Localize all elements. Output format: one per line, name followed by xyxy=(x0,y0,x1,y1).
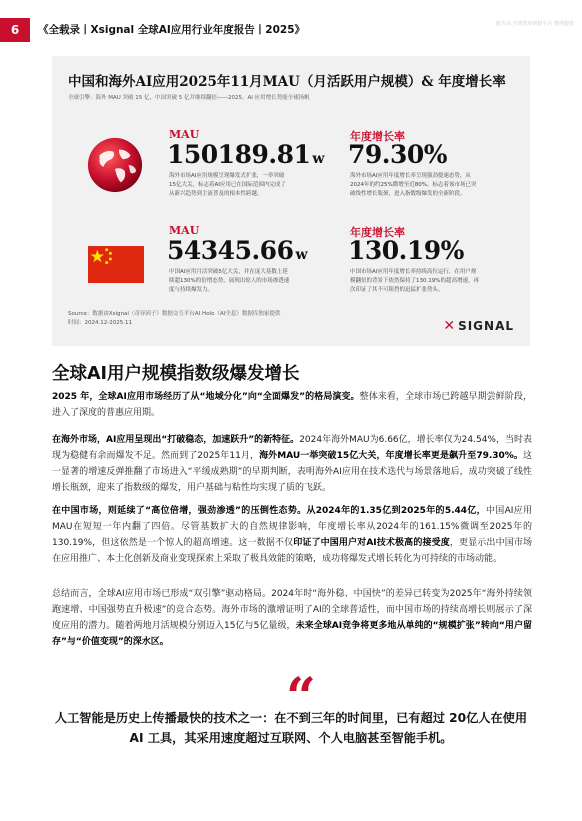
china-mau-value xyxy=(167,236,307,265)
infographic-title: 中国和海外AI应用2025年11月MAU（月活跃用户规模）& 年度增长率 xyxy=(68,74,506,90)
top-bar xyxy=(0,18,582,42)
p4-emphasis: 未来全球AI竞争将更多地从单纯的“规模扩张”转向“用户留存”与“价值变现”的深水区。 xyxy=(52,621,533,647)
time-range: 时间：2024.12-2025.11 xyxy=(68,320,132,326)
china-mau-label: MAU xyxy=(169,224,200,237)
page-number: 6 xyxy=(0,18,30,42)
global-growth-value: 79.30% xyxy=(348,140,448,169)
section-heading: 全球AI用户规模指数级爆发增长 xyxy=(52,364,300,384)
p2-emphasis: 在海外市场，AI应用呈现出“打破稳态，加速跃升”的新特征。 xyxy=(52,435,300,445)
p2-emphasis-b: 海外MAU一举突破15亿大关，年度增长率更是飙升至79.30%。 xyxy=(259,451,523,461)
paragraph-4 xyxy=(52,586,532,650)
infographic-subtitle: 全球引擎：海外 MAU 突破 15 亿，中国突破 5 亿并继续翻倍——2025，AI 应用增长势能全球扬帆 xyxy=(68,95,310,101)
logo-text: SIGNAL xyxy=(458,319,514,333)
document-title: 《全载录丨Xsignal 全球AI应用行业年度报告丨2025》 xyxy=(38,24,306,36)
p4-text: 总结而言，全球AI应用市场已形成“双引擎”驱动格局。2024年时“海外稳、中国快”的差异已转变为2025年“海外持续领跑速增、中国强势直升极速”的竞合态势。海外市场的激增证明了AI的全球普适性，而中国市场的持续高增长则展示了深度应用的潜力。随着两地月活规模分别迈入15亿与5亿量级， xyxy=(52,589,532,631)
mau-infographic-panel xyxy=(52,56,530,346)
global-mau-number: 150189.81 xyxy=(167,140,311,169)
paragraph-1 xyxy=(52,389,532,421)
p3-text-a: 中国AI应用MAU在短短一年内翻了四倍。尽管基数扩大的自然规律影响，年度增长率从2024年的161.15%微调至2025年的130.19%，但这依然是一个惊人的超高增速。这一数据不仅 xyxy=(52,506,532,548)
p1-emphasis: 2025 年，全球AI应用市场经历了从“地域分化”向“全面爆发”的格局演变。 xyxy=(52,392,360,402)
p3-emphasis: 在中国市场，则延续了“高位倍增，强劲渗透”的压倒性态势。 xyxy=(52,506,307,516)
xsignal-logo xyxy=(443,318,514,334)
china-mau-unit: w xyxy=(295,247,308,263)
global-mau-label: MAU xyxy=(169,128,200,141)
china-mau-number: 54345.66 xyxy=(167,236,294,265)
p3-emphasis-c: 印证了中国用户对AI技术极高的接受度 xyxy=(293,538,450,548)
watermark: 报告由 全球智库研报平台 整理提供 xyxy=(495,21,574,27)
paragraph-3 xyxy=(52,503,532,567)
data-source xyxy=(68,310,280,328)
china-growth-label: 年度增长率 xyxy=(350,226,405,239)
china-flag-icon xyxy=(88,246,144,283)
p3-text-b: ，更显示出中国市场在应用推广、本土化创新及商业变现探索上采取了极具效能的策略，成功将爆发式增长转化为可持续的市场动能。 xyxy=(52,538,532,564)
china-growth-value: 130.19% xyxy=(348,236,464,265)
global-mau-desc: 海外市场AI应用规模呈现爆发式扩张，一举突破15亿大关，标志着AI应用已在国际范围内完成了从新兴趋势到主流普及的根本性跨越。 xyxy=(169,173,286,197)
logo-x-mark: ✕ xyxy=(443,318,457,334)
china-mau-desc: 中国AI应用月活突破5亿大关，并在庞大基数上延续超130%的倍增态势，展现出惊人的市场渗透速度与持续爆发力。 xyxy=(169,269,290,293)
pull-quote: 人工智能是历史上传播最快的技术之一：在不到三年的时间里，已有超过 20亿人在使用 AI 工具，其采用速度超过互联网、个人电脑甚至智能手机。 xyxy=(54,711,528,745)
p3-emphasis-b: 从2024年的1.35亿到2025年的5.44亿， xyxy=(306,506,486,516)
p2-text-a: 2024年海外MAU为6.66亿，增长率仅为24.54%，当时表现为稳健有余而爆发不足。然而到了2025年11月， xyxy=(52,435,532,461)
p2-text-b: 这一显著的增速反弹推翻了市场进入“平缓成熟期”的早期判断，表明海外AI应用在技术迭代与场景落地后，成功突破了线性增长瓶颈，迎来了指数级的爆发，用户基础与粘性均实现了质的飞跃。 xyxy=(52,451,533,493)
source-line: Source：数据由Xsignal（奇异因子）数据交互平台AI Holo（AI全息）数据库独家提供 xyxy=(68,311,281,317)
paragraph-2 xyxy=(52,432,532,496)
global-mau-unit: w xyxy=(312,151,324,167)
quote-mark-icon: “ xyxy=(286,667,316,728)
global-growth-label: 年度增长率 xyxy=(350,130,405,143)
global-growth-desc: 海外市场AI应用年度增长率呈现强劲提速态势，从2024年的约25%微增至近80%，标志着该市场已突破线性增长瓶颈，进入指数级爆发的全新阶段。 xyxy=(350,173,477,197)
china-growth-desc: 中国市场AI应用年度增长率持续高位运行，在用户规模翻倍的背景下依然保持了130.19%的超高增速，再次印证了其不可阻挡的迅猛扩张势头。 xyxy=(350,269,479,293)
globe-icon xyxy=(86,136,144,194)
p1-text: 整体来看，全球市场已跨越早期尝鲜阶段，进入了深度的普惠应用期。 xyxy=(52,392,532,418)
global-mau-value xyxy=(167,140,324,169)
